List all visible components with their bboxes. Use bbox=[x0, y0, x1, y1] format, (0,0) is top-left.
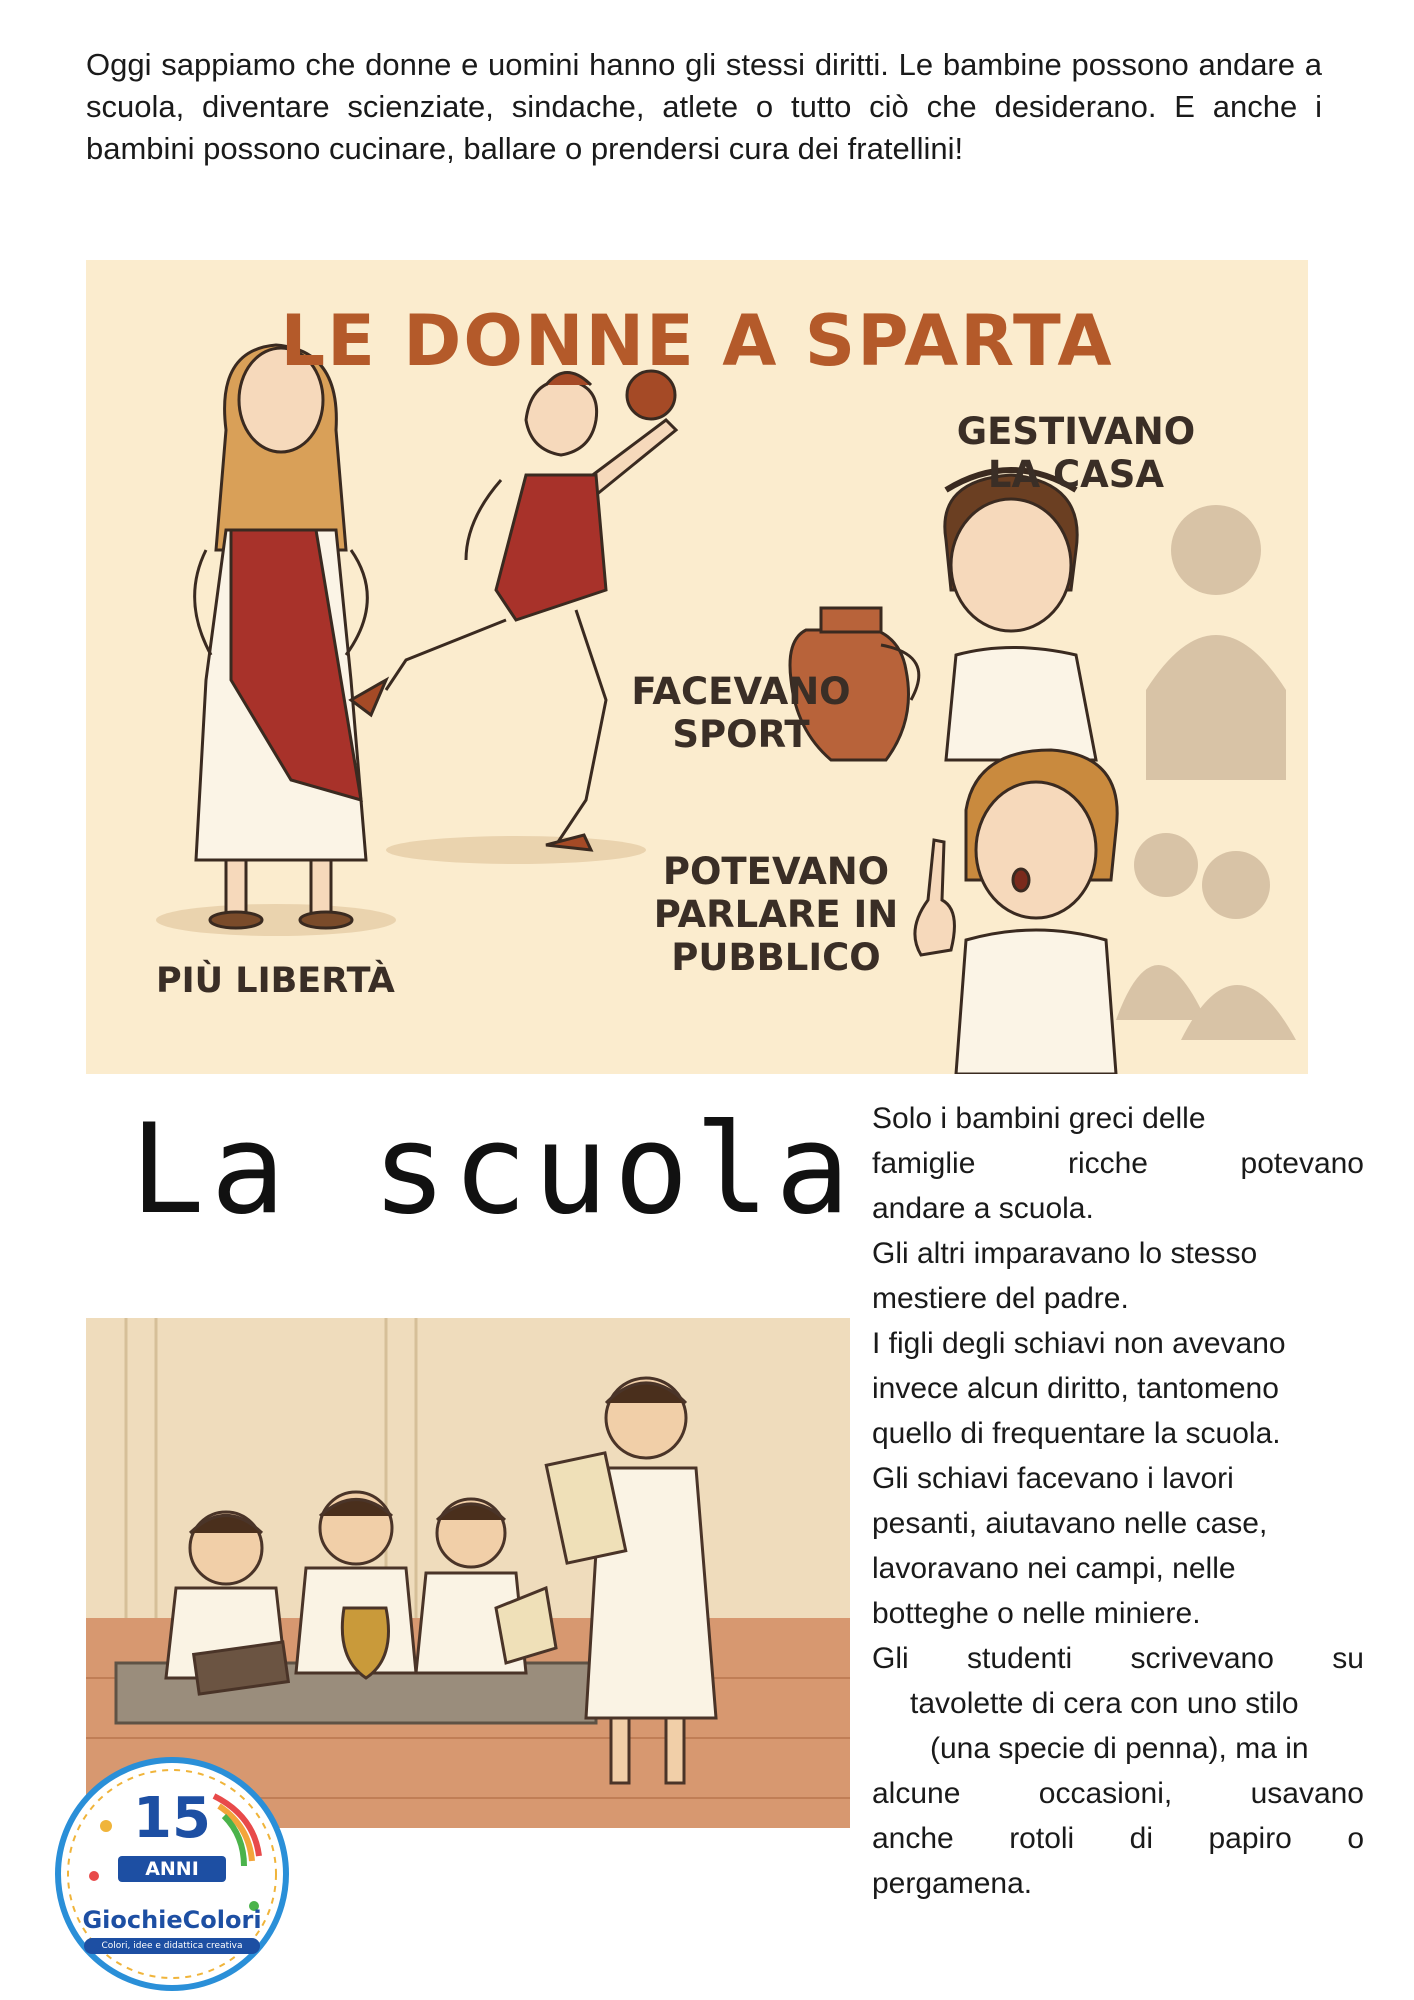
scuola-paragraph-2 bbox=[872, 1231, 1364, 1321]
text-line: botteghe o nelle miniere. bbox=[872, 1597, 1201, 1630]
text-line: anche rotoli di papiro o bbox=[872, 1822, 1364, 1855]
label-liberta: PIÙ LIBERTÀ bbox=[156, 961, 395, 1001]
sparta-illustration bbox=[86, 260, 1308, 1074]
ground-shadow-left bbox=[156, 904, 396, 936]
standing-woman bbox=[195, 345, 368, 928]
logo-anni: ANNI bbox=[118, 1856, 226, 1882]
text-line: I figli degli schiavi non avevano bbox=[872, 1327, 1286, 1360]
text-line: lavoravano nei campi, nelle bbox=[872, 1552, 1236, 1585]
running-woman bbox=[351, 371, 676, 850]
logo-number: 15 bbox=[133, 1786, 211, 1851]
ground-shadow-middle bbox=[386, 836, 646, 864]
school-illustration bbox=[86, 1318, 850, 1828]
school-drawing bbox=[86, 1318, 850, 1828]
text-line: pergamena. bbox=[872, 1867, 1033, 1900]
logo-tagline: Colori, idee e didattica creativa bbox=[84, 1938, 260, 1954]
label-potevano: POTEVANO PARLARE IN PUBBLICO bbox=[653, 850, 899, 979]
intro-paragraph: Oggi sappiamo che donne e uomini hanno gli stessi diritti. Le bambine possono andare a scuola, diventare scienziate, sindache, atlete o tutto ciò che desiderano. E anche i bambini possono cucinare, ballare o prendersi cura dei fratellini! bbox=[86, 47, 1322, 166]
text-line: invece alcun diritto, tantomeno bbox=[872, 1372, 1279, 1405]
sparta-title: LE DONNE A SPARTA bbox=[280, 300, 1114, 382]
text-line: Gli schiavi facevano i lavori bbox=[872, 1462, 1234, 1495]
text-line: tavolette di cera con uno stilo bbox=[910, 1687, 1299, 1720]
logo-name: GiochieColori bbox=[82, 1906, 262, 1934]
text-line: pesanti, aiutavano nelle case, bbox=[872, 1507, 1268, 1540]
scuola-paragraph-3 bbox=[872, 1321, 1364, 1456]
woman-speaking bbox=[915, 750, 1117, 1074]
giochiecolori-logo bbox=[54, 1756, 290, 1992]
scuola-paragraph-5 bbox=[872, 1636, 1364, 1906]
text-line: Solo i bambini greci delle bbox=[872, 1102, 1206, 1135]
scuola-paragraph-1 bbox=[872, 1096, 1364, 1231]
text-line: famiglie ricche potevano bbox=[872, 1147, 1364, 1180]
label-gestivano: GESTIVANO LA CASA bbox=[956, 410, 1196, 496]
text-line: quello di frequentare la scuola. bbox=[872, 1417, 1281, 1450]
scuola-text bbox=[872, 1096, 1364, 1906]
scuola-title: La scuola bbox=[130, 1098, 856, 1242]
text-line: (una specie di penna), ma in bbox=[930, 1732, 1309, 1765]
text-line: alcune occasioni, usavano bbox=[872, 1777, 1364, 1810]
text-line: mestiere del padre. bbox=[872, 1282, 1129, 1315]
text-line: Gli altri imparavano lo stesso bbox=[872, 1237, 1258, 1270]
scuola-paragraph-4 bbox=[872, 1456, 1364, 1636]
text-line: Gli studenti scrivevano su bbox=[872, 1642, 1364, 1675]
silhouettes-bottom bbox=[1116, 833, 1296, 1040]
silhouettes-top bbox=[1146, 505, 1286, 780]
text-line: andare a scuola. bbox=[872, 1192, 1094, 1225]
label-facevano: FACEVANO SPORT bbox=[631, 670, 851, 756]
